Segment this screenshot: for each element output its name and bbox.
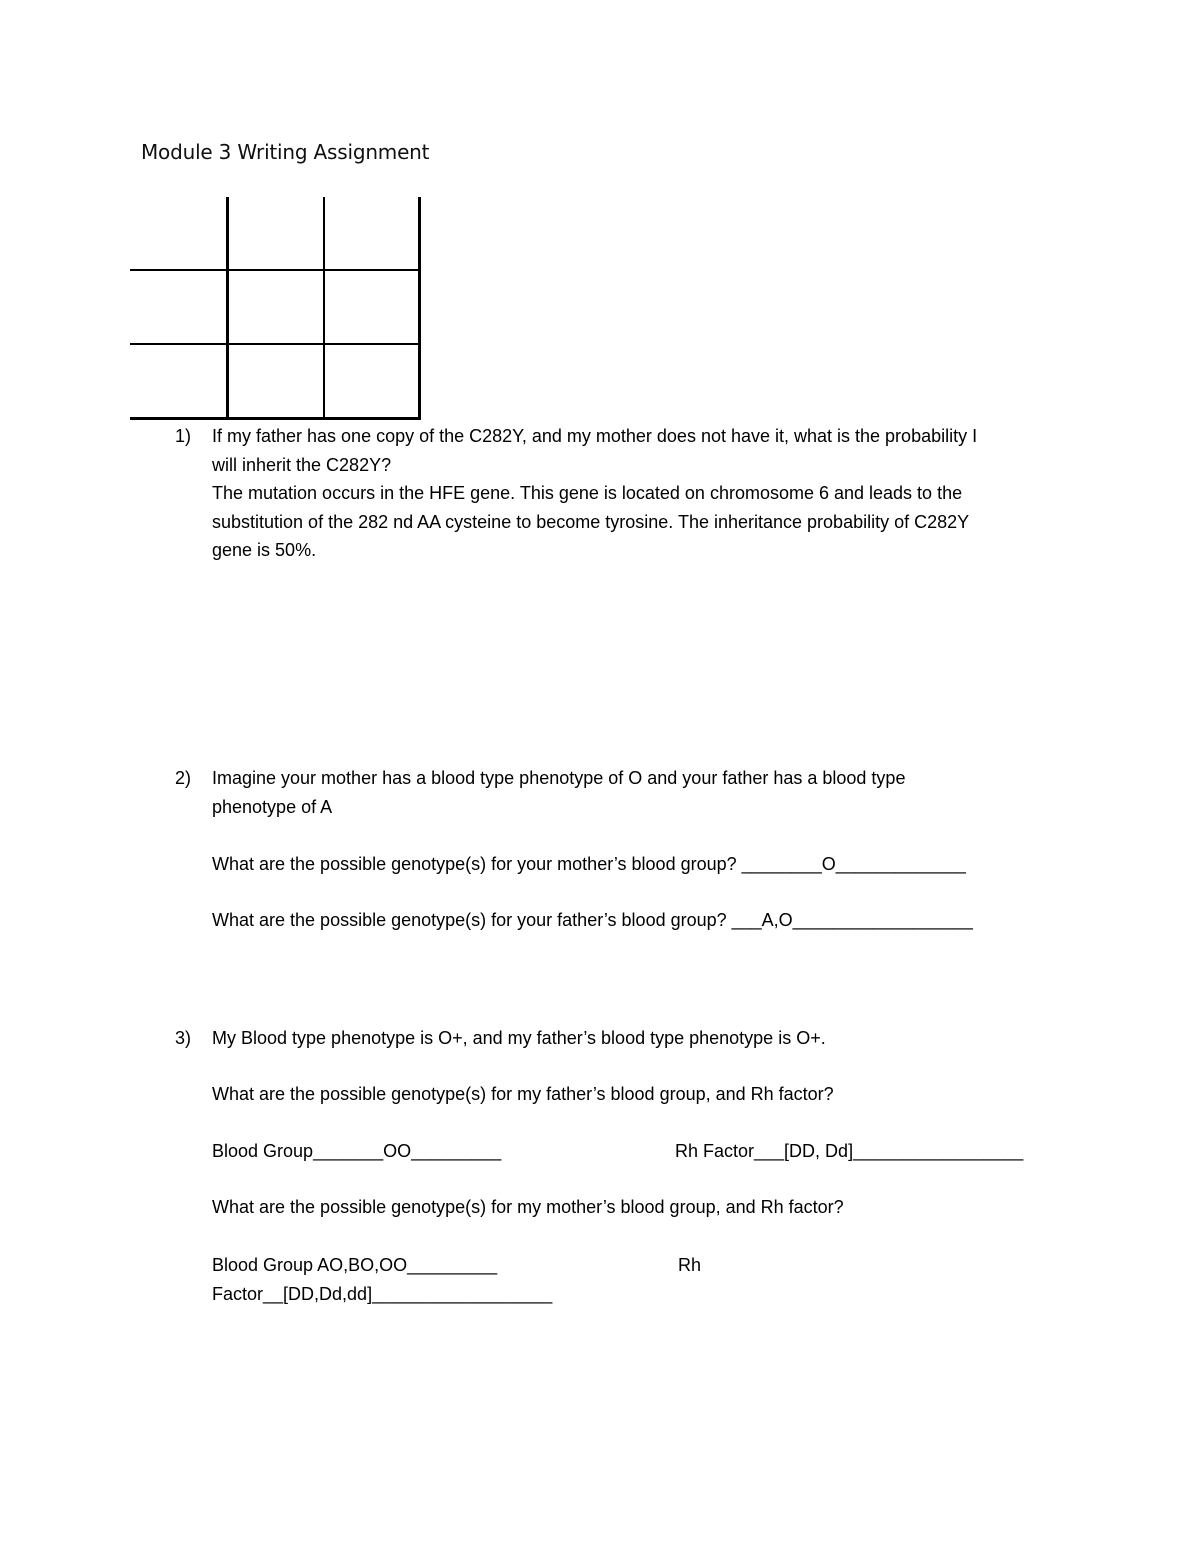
- question-text: [212, 764, 1072, 821]
- grid-line: [323, 197, 325, 420]
- father-blood-group-answer: Blood Group_______OO_________: [212, 1141, 502, 1161]
- page-title: Module 3 Writing Assignment: [141, 140, 430, 164]
- grid-line: [418, 197, 421, 420]
- answer-line: gene is 50%.: [212, 540, 317, 560]
- text-line: phenotype of A: [212, 796, 333, 817]
- answer-line: The mutation occurs in the HFE gene. This gene is located on chromosome 6 and leads to the: [212, 483, 963, 503]
- question-number: 2): [175, 768, 192, 788]
- text-line: will inherit the C282Y?: [212, 454, 392, 475]
- question-text: My Blood type phenotype is O+, and my father’s blood type phenotype is O+.: [212, 1028, 826, 1048]
- text-line: Imagine your mother has a blood type phenotype of O and your father has a blood type: [212, 768, 906, 788]
- question-number: 3): [175, 1028, 192, 1048]
- question-number: 1): [175, 426, 192, 446]
- mother-genotype-answer: What are the possible genotype(s) for your mother’s blood group? ________O_____________: [212, 854, 966, 874]
- mother-question: What are the possible genotype(s) for my mother’s blood group, and Rh factor?: [212, 1197, 844, 1217]
- mother-rh-label: Rh: [678, 1255, 702, 1275]
- father-genotype-answer: What are the possible genotype(s) for your father’s blood group? ___A,O__________________: [212, 910, 973, 930]
- mother-blood-group-answer: Blood Group AO,BO,OO_________: [212, 1255, 498, 1275]
- father-question: What are the possible genotype(s) for my father’s blood group, and Rh factor?: [212, 1084, 834, 1104]
- grid-line: [130, 343, 421, 345]
- grid-line: [130, 269, 421, 271]
- text-line: If my father has one copy of the C282Y, and my mother does not have it, what is the probability I: [212, 426, 978, 446]
- answer-line: substitution of the 282 nd AA cysteine to become tyrosine. The inheritance probability of C282Y: [212, 511, 970, 532]
- question-text: [212, 422, 1072, 565]
- grid-line: [130, 417, 421, 420]
- mother-rh-factor-answer: Factor__[DD,Dd,dd]__________________: [212, 1284, 553, 1304]
- father-rh-factor-answer: Rh Factor___[DD, Dd]_________________: [675, 1141, 1024, 1161]
- grid-line: [226, 197, 229, 420]
